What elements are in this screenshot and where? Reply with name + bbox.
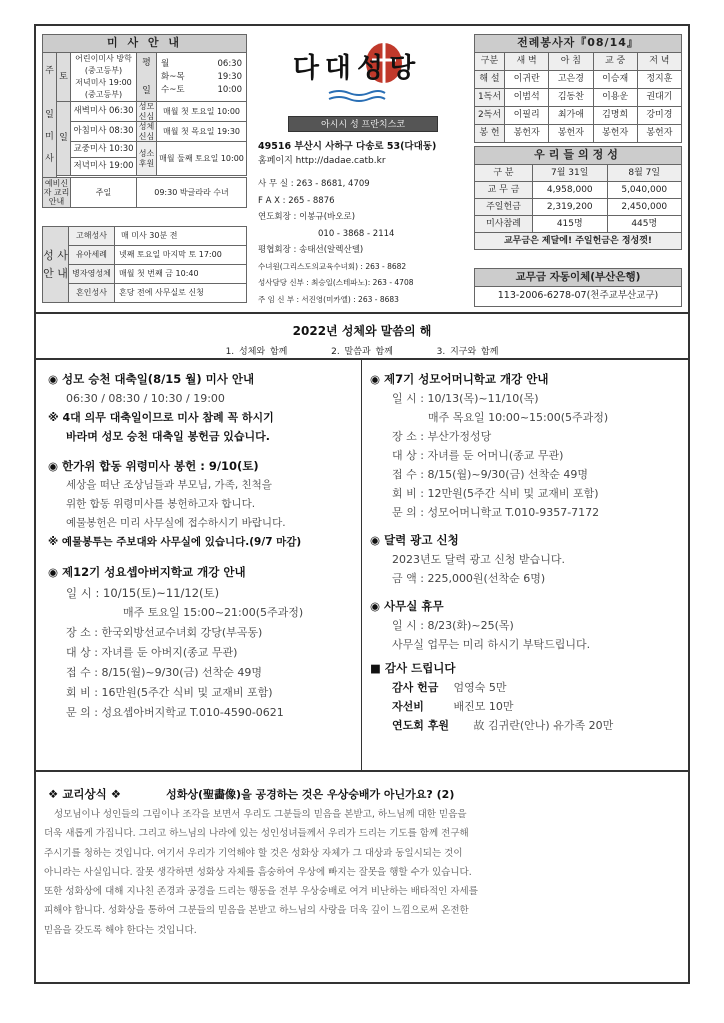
assumption-title: ◉ 성모 승천 대축일(8/15 월) 미사 안내: [48, 372, 255, 386]
parish-info: [258, 139, 473, 308]
servers-cell: 이범석: [505, 89, 549, 107]
sacrament-table: [42, 226, 247, 303]
mothers-school-line: 접 수 : 8/15(월)~9/30(금) 선착순 49명: [392, 468, 588, 481]
year-item: 1. 성체와 함께: [225, 347, 288, 357]
offering-cell: 교 무 금: [475, 182, 533, 199]
fathers-school-line: 매주 토요일 15:00~21:00(5주과정): [123, 606, 304, 619]
contact-office: 사 무 실 : 263 - 8681, 4709: [258, 179, 370, 189]
divider: [34, 358, 690, 360]
mass-title: 미 사 안 내: [43, 35, 247, 53]
servers-cell: 1독서: [475, 89, 505, 107]
servers-cell: 이승재: [593, 71, 637, 89]
servers-cell: 봉헌자: [637, 125, 681, 143]
catechism-line: 믿음을 갖도록 해야 한다는 것입니다.: [44, 924, 197, 936]
special-2-label: 성체 신심: [137, 122, 157, 142]
sacrament-3-label: 병자영성체: [69, 265, 115, 284]
divider: [34, 312, 690, 314]
fathers-school-line: 대 상 : 자녀를 둔 아버지(종교 무관): [66, 646, 238, 659]
catechism-label: ❖ 교리상식 ❖: [48, 787, 122, 801]
catechism-line: 아니라는 사실입니다. 잘못 생각하면 성화상 자체를 흠숭하여 우상에 빠지는 잘못을 행할 수가 있습니다.: [44, 866, 472, 878]
calendar-ad-line: 2023년도 달력 광고 신청 받습니다.: [392, 553, 565, 566]
assumption-note-2: 바라며 성모 승천 대축일 봉헌금 있습니다.: [66, 430, 270, 443]
servers-title: 전례봉사자『08/14』: [475, 35, 682, 53]
contact-yeondo-phone: 010 - 3868 - 2114: [318, 228, 395, 239]
servers-cell: 고은경: [549, 71, 593, 89]
offering-header: 8월 7일: [607, 165, 682, 182]
sacrament-4-label: 혼인성사: [69, 284, 115, 303]
offering-cell: 주일헌금: [475, 199, 533, 216]
servers-cell: 봉헌자: [549, 125, 593, 143]
catechumen-day: 주일: [71, 178, 137, 208]
servers-cell: 봉헌자: [593, 125, 637, 143]
thanks-row: 자선비 배진모 10만: [392, 700, 514, 713]
special-1-value: 매월 첫 토요일 10:00: [157, 102, 247, 122]
servers-header: 아 침: [549, 53, 593, 71]
servers-table: [474, 34, 682, 143]
servers-header: 구분: [475, 53, 505, 71]
offering-cell: 415명: [533, 216, 608, 233]
catechumen-value: 09:30 박글라라 수녀: [137, 178, 247, 208]
catechism-title: 성화상(聖畵像)을 공경하는 것은 우상숭배가 아닌가요? (2): [166, 788, 455, 801]
assumption-times: 06:30 / 08:30 / 10:30 / 19:00: [66, 392, 225, 405]
sacrament-3-value: 매월 첫 번째 금 10:40: [115, 265, 247, 284]
weekday-label: 평 일: [137, 53, 157, 102]
catechumen-label: 예비신자 교리안내: [43, 178, 70, 207]
catechism-line: 또한 성화상에 대해 지나친 존경과 공경을 드리는 행동을 전부 우상숭배로 여겨 비난하는 배타적인 자세를: [44, 886, 478, 898]
thanks-title: ■ 감사 드립니다: [370, 661, 456, 675]
office-closed-line: 사무실 업무는 미리 하시기 부탁드립니다.: [392, 638, 591, 651]
parish-subtitle: 아시시 성 프란치스코: [288, 116, 438, 132]
servers-cell: 봉헌자: [505, 125, 549, 143]
parish-logo: [262, 46, 452, 103]
calendar-ad-title: ◉ 달력 광고 신청: [370, 533, 459, 547]
thanks-row: 감사 헌금 엄영숙 5만: [392, 681, 507, 694]
saturday-label: 토: [57, 53, 71, 102]
year-items: [34, 344, 690, 357]
contact-fax: F A X : 265 - 8876: [258, 195, 335, 206]
fathers-school-line: 회 비 : 16만원(5주간 식비 및 교재비 포함): [66, 686, 273, 699]
memorial-title: ◉ 한가위 합동 위령미사 봉헌 : 9/10(토): [48, 459, 259, 473]
sacrament-side-label: 성 사 안 내: [43, 227, 69, 303]
servers-cell: 이필리: [505, 107, 549, 125]
divider: [34, 770, 690, 772]
special-3-value: 매월 둘째 토요일 10:00: [157, 142, 247, 176]
fathers-school-line: 장 소 : 한국외방선교수녀회 강당(부곡동): [66, 626, 263, 639]
mothers-school-line: 장 소 : 부산가정성당: [392, 430, 492, 443]
servers-cell: 이귀란: [505, 71, 549, 89]
offering-cell: 5,040,000: [607, 182, 682, 199]
contact-convent: 수녀원(그리스도의교육수녀회) : 263 - 8682: [258, 261, 407, 271]
fathers-school-line: 접 수 : 8/15(월)~9/30(금) 선착순 49명: [66, 666, 262, 679]
offering-cell: 445명: [607, 216, 682, 233]
weekday-masses: 월 06:30 화~목 19:30 수~토 10:00: [157, 53, 247, 102]
mothers-school-title: ◉ 제7기 성모어머니학교 개강 안내: [370, 372, 549, 386]
offering-title: 우리들의정성: [475, 147, 682, 165]
sacrament-4-value: 혼당 전에 사무실로 신청: [115, 284, 247, 303]
mothers-school-line: 일 시 : 10/13(목)~11/10(목): [392, 392, 539, 405]
sunday-mass-1: 새벽미사 06:30: [71, 102, 137, 122]
sacrament-2-label: 유아세례: [69, 246, 115, 265]
wave-icon: [327, 89, 387, 103]
year-item: 3. 지구와 함께: [436, 347, 499, 357]
catechism-header: [48, 783, 678, 802]
contact-assistant-priest: 성사담당 신부 : 최승일(스테파노): 263 - 4708: [258, 278, 414, 287]
servers-header: 교 중: [593, 53, 637, 71]
mothers-school-line: 매주 목요일 10:00~15:00(5주과정): [428, 411, 609, 424]
right-column: [370, 371, 684, 735]
catechism-line: 더욱 새롭게 가집니다. 그리고 하느님의 나라에 있는 성인성녀들께서 우리가 드리는 기도를 함께 전구해: [44, 828, 469, 840]
mothers-school-line: 문 의 : 성모어머니학교 T.010-9357-7172: [392, 506, 600, 519]
office-closed-title: ◉ 사무실 휴무: [370, 599, 444, 613]
year-banner: [34, 322, 690, 357]
offering-header: 7월 31일: [533, 165, 608, 182]
office-closed-line: 일 시 : 8/23(화)~25(목): [392, 619, 514, 632]
fathers-school-line: 문 의 : 성요셉아버지학교 T.010-4590-0621: [66, 706, 284, 719]
special-3-label: 성소 후원: [137, 142, 157, 176]
servers-header: 새 벽: [505, 53, 549, 71]
contact-yeondo: 연도회장 : 이봉규(바오로): [258, 212, 356, 222]
offering-header: 구 분: [475, 165, 533, 182]
parish-name: 다대성당: [292, 53, 422, 84]
catechism-line: 피해야 합니다. 성화상을 통하여 그분들의 믿음을 본받고 하느님의 사랑을 더욱 깊이 느낌으로써 온전한: [44, 905, 469, 917]
thanks-row: 연도회 후원 故 김귀란(안나) 유가족 20만: [392, 719, 614, 732]
year-title: 2022년 성체와 말씀의 해: [292, 324, 432, 338]
left-column: [48, 371, 358, 723]
contact-council: 평협회장 : 송태선(알렉산델): [258, 245, 364, 255]
memorial-line: 위한 합동 위령미사를 봉헌하고자 합니다.: [66, 498, 256, 510]
servers-cell: 권대기: [637, 89, 681, 107]
transfer-title: 교무금 자동이체(부산은행): [475, 269, 682, 287]
servers-cell: 이용운: [593, 89, 637, 107]
memorial-line: 예물봉헌은 미리 사무실에 접수하시기 바랍니다.: [66, 517, 286, 529]
servers-header: 저 녁: [637, 53, 681, 71]
servers-cell: 김동찬: [549, 89, 593, 107]
offering-cell: 2,450,000: [607, 199, 682, 216]
catechism-line: 성모님이나 성인들의 그림이나 조각을 보면서 우리도 그분들의 믿음을 본받고, 하느님께 대한 믿음을: [54, 809, 467, 820]
calendar-ad-line: 금 액 : 225,000원(선착순 6명): [392, 572, 546, 585]
offering-note: 교무금은 제달에! 주일헌금은 정성껏!: [475, 233, 682, 250]
assumption-note-1: ※ 4대 의무 대축일이므로 미사 참례 꼭 하시기: [48, 411, 274, 424]
special-1-label: 성모 신심: [137, 102, 157, 122]
transfer-table: [474, 268, 682, 307]
fathers-school-line: 일 시 : 10/15(토)~11/12(토): [66, 586, 220, 600]
servers-cell: 강미경: [637, 107, 681, 125]
sacrament-2-value: 넷째 토요일 마지막 토 17:00: [115, 246, 247, 265]
offering-cell: 4,958,000: [533, 182, 608, 199]
servers-cell: 봉 헌: [475, 125, 505, 143]
parish-address: 49516 부산시 사하구 다송로 53(다대동): [258, 141, 437, 152]
column-divider: [361, 360, 362, 770]
fathers-school-title: ◉ 제12기 성요셉아버지학교 개강 안내: [48, 565, 246, 579]
special-2-value: 매월 첫 목요일 19:30: [157, 122, 247, 142]
sunday-label: 일: [57, 102, 71, 176]
servers-cell: 김명희: [593, 107, 637, 125]
offering-table: [474, 146, 682, 250]
memorial-line: 세상을 떠난 조상님들과 부모님, 가족, 친척을: [66, 479, 272, 491]
servers-cell: 정지훈: [637, 71, 681, 89]
servers-cell: 2독서: [475, 107, 505, 125]
sacrament-1-label: 고해성사: [69, 227, 115, 246]
servers-cell: 최가애: [549, 107, 593, 125]
mass-schedule-table: [42, 34, 247, 208]
memorial-note: ※ 예물봉투는 주보대와 사무실에 있습니다.(9/7 마감): [48, 536, 302, 548]
catechism-body: [44, 805, 684, 940]
mothers-school-line: 회 비 : 12만원(5주간 식비 및 교재비 포함): [392, 487, 599, 500]
mothers-school-line: 대 상 : 자녀를 둔 어머니(종교 무관): [392, 449, 564, 462]
parish-homepage: 홈페이지 http://dadae.catb.kr: [258, 156, 386, 166]
saturday-masses: 어린이미사 방학 (중고등부) 저녁미사 19:00 (중고등부): [71, 53, 137, 102]
transfer-account: 113-2006-6278-07(천주교부산교구): [475, 287, 682, 307]
sunday-mass-2: 아침미사 08:30: [71, 122, 137, 142]
sunday-side-label: 주 일 미 사: [43, 53, 57, 178]
sunday-mass-3: 교중미사 10:30: [71, 142, 137, 158]
year-item: 2. 말씀과 함께: [331, 347, 393, 357]
offering-cell: 2,319,200: [533, 199, 608, 216]
offering-cell: 미사참례: [475, 216, 533, 233]
catechism-line: 주시기를 청하는 것입니다. 여기서 우리가 기억해야 할 것은 성화상 자체가 그 대상과 동일시되는 것이: [44, 847, 463, 859]
sacrament-1-value: 매 미사 30분 전: [115, 227, 247, 246]
servers-cell: 해 설: [475, 71, 505, 89]
contact-pastor: 주 임 신 부 : 서진영(미카엘) : 263 - 8683: [258, 294, 399, 304]
sunday-mass-4: 저녁미사 19:00: [71, 158, 137, 176]
